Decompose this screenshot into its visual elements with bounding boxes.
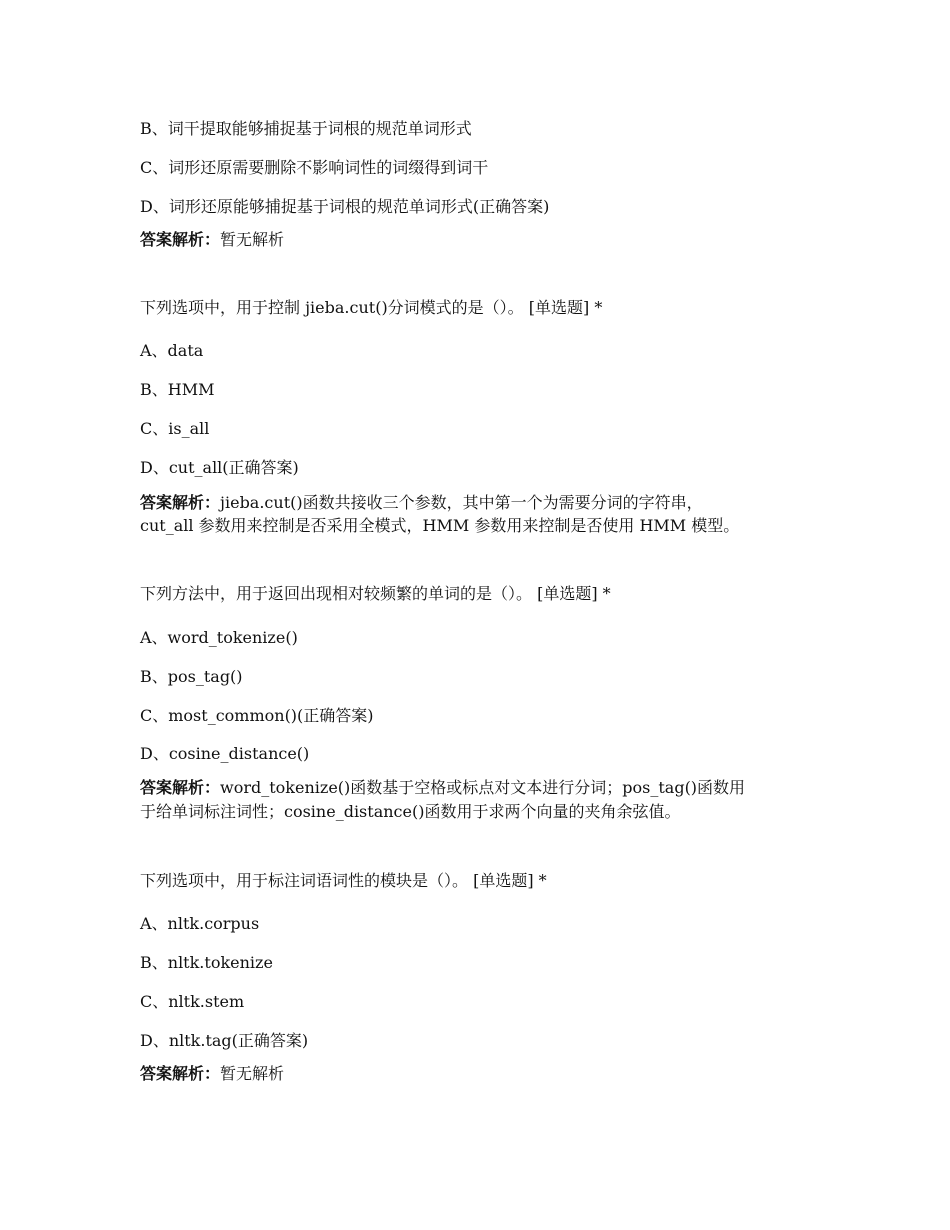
explanation-text-line2: 于给单词标注词性；cosine_distance()函数用于求两个向量的夹角余弦值。 bbox=[140, 802, 681, 821]
option-a: A、word_tokenize() bbox=[140, 628, 298, 647]
explanation bbox=[140, 230, 284, 250]
option-d: D、nltk.tag(正确答案) bbox=[140, 1031, 309, 1050]
explanation-text-line1: word_tokenize()函数基于空格或标点对文本进行分词；pos_tag()函数用 bbox=[220, 778, 746, 797]
option-a: A、data bbox=[140, 341, 204, 360]
explanation-label: 答案解析： bbox=[140, 1064, 221, 1083]
explanation bbox=[140, 493, 703, 513]
option-c: C、nltk.stem bbox=[140, 992, 245, 1011]
option-c: C、词形还原需要删除不影响词性的词缀得到词干 bbox=[140, 158, 489, 177]
option-c: C、most_common()(正确答案) bbox=[140, 706, 374, 725]
explanation-text: 暂无解析 bbox=[220, 1064, 285, 1083]
explanation-label: 答案解析： bbox=[140, 230, 221, 249]
explanation-label: 答案解析： bbox=[140, 493, 221, 512]
explanation bbox=[140, 778, 745, 798]
explanation-text-line1: jieba.cut()函数共接收三个参数，其中第一个为需要分词的字符串， bbox=[220, 493, 703, 512]
question-title: 下列方法中，用于返回出现相对较频繁的单词的是（）。 [单选题] * bbox=[140, 584, 611, 603]
option-b: B、HMM bbox=[140, 380, 215, 399]
explanation bbox=[140, 1064, 284, 1084]
option-b: B、pos_tag() bbox=[140, 667, 243, 686]
explanation-text: 暂无解析 bbox=[220, 230, 285, 249]
option-d: D、cosine_distance() bbox=[140, 744, 310, 763]
explanation-label: 答案解析： bbox=[140, 778, 221, 797]
option-c: C、is_all bbox=[140, 419, 210, 438]
option-a: A、nltk.corpus bbox=[140, 914, 260, 933]
option-d: D、词形还原能够捕捉基于词根的规范单词形式(正确答案) bbox=[140, 197, 550, 216]
question-title: 下列选项中，用于控制 jieba.cut()分词模式的是（）。 [单选题] * bbox=[140, 298, 603, 317]
explanation-text-line2: cut_all 参数用来控制是否采用全模式，HMM 参数用来控制是否使用 HMM 模型。 bbox=[140, 516, 740, 535]
option-b: B、nltk.tokenize bbox=[140, 953, 273, 972]
option-b: B、词干提取能够捕捉基于词根的规范单词形式 bbox=[140, 119, 472, 138]
question-title: 下列选项中，用于标注词语词性的模块是（）。 [单选题] * bbox=[140, 871, 547, 890]
option-d: D、cut_all(正确答案) bbox=[140, 458, 299, 477]
